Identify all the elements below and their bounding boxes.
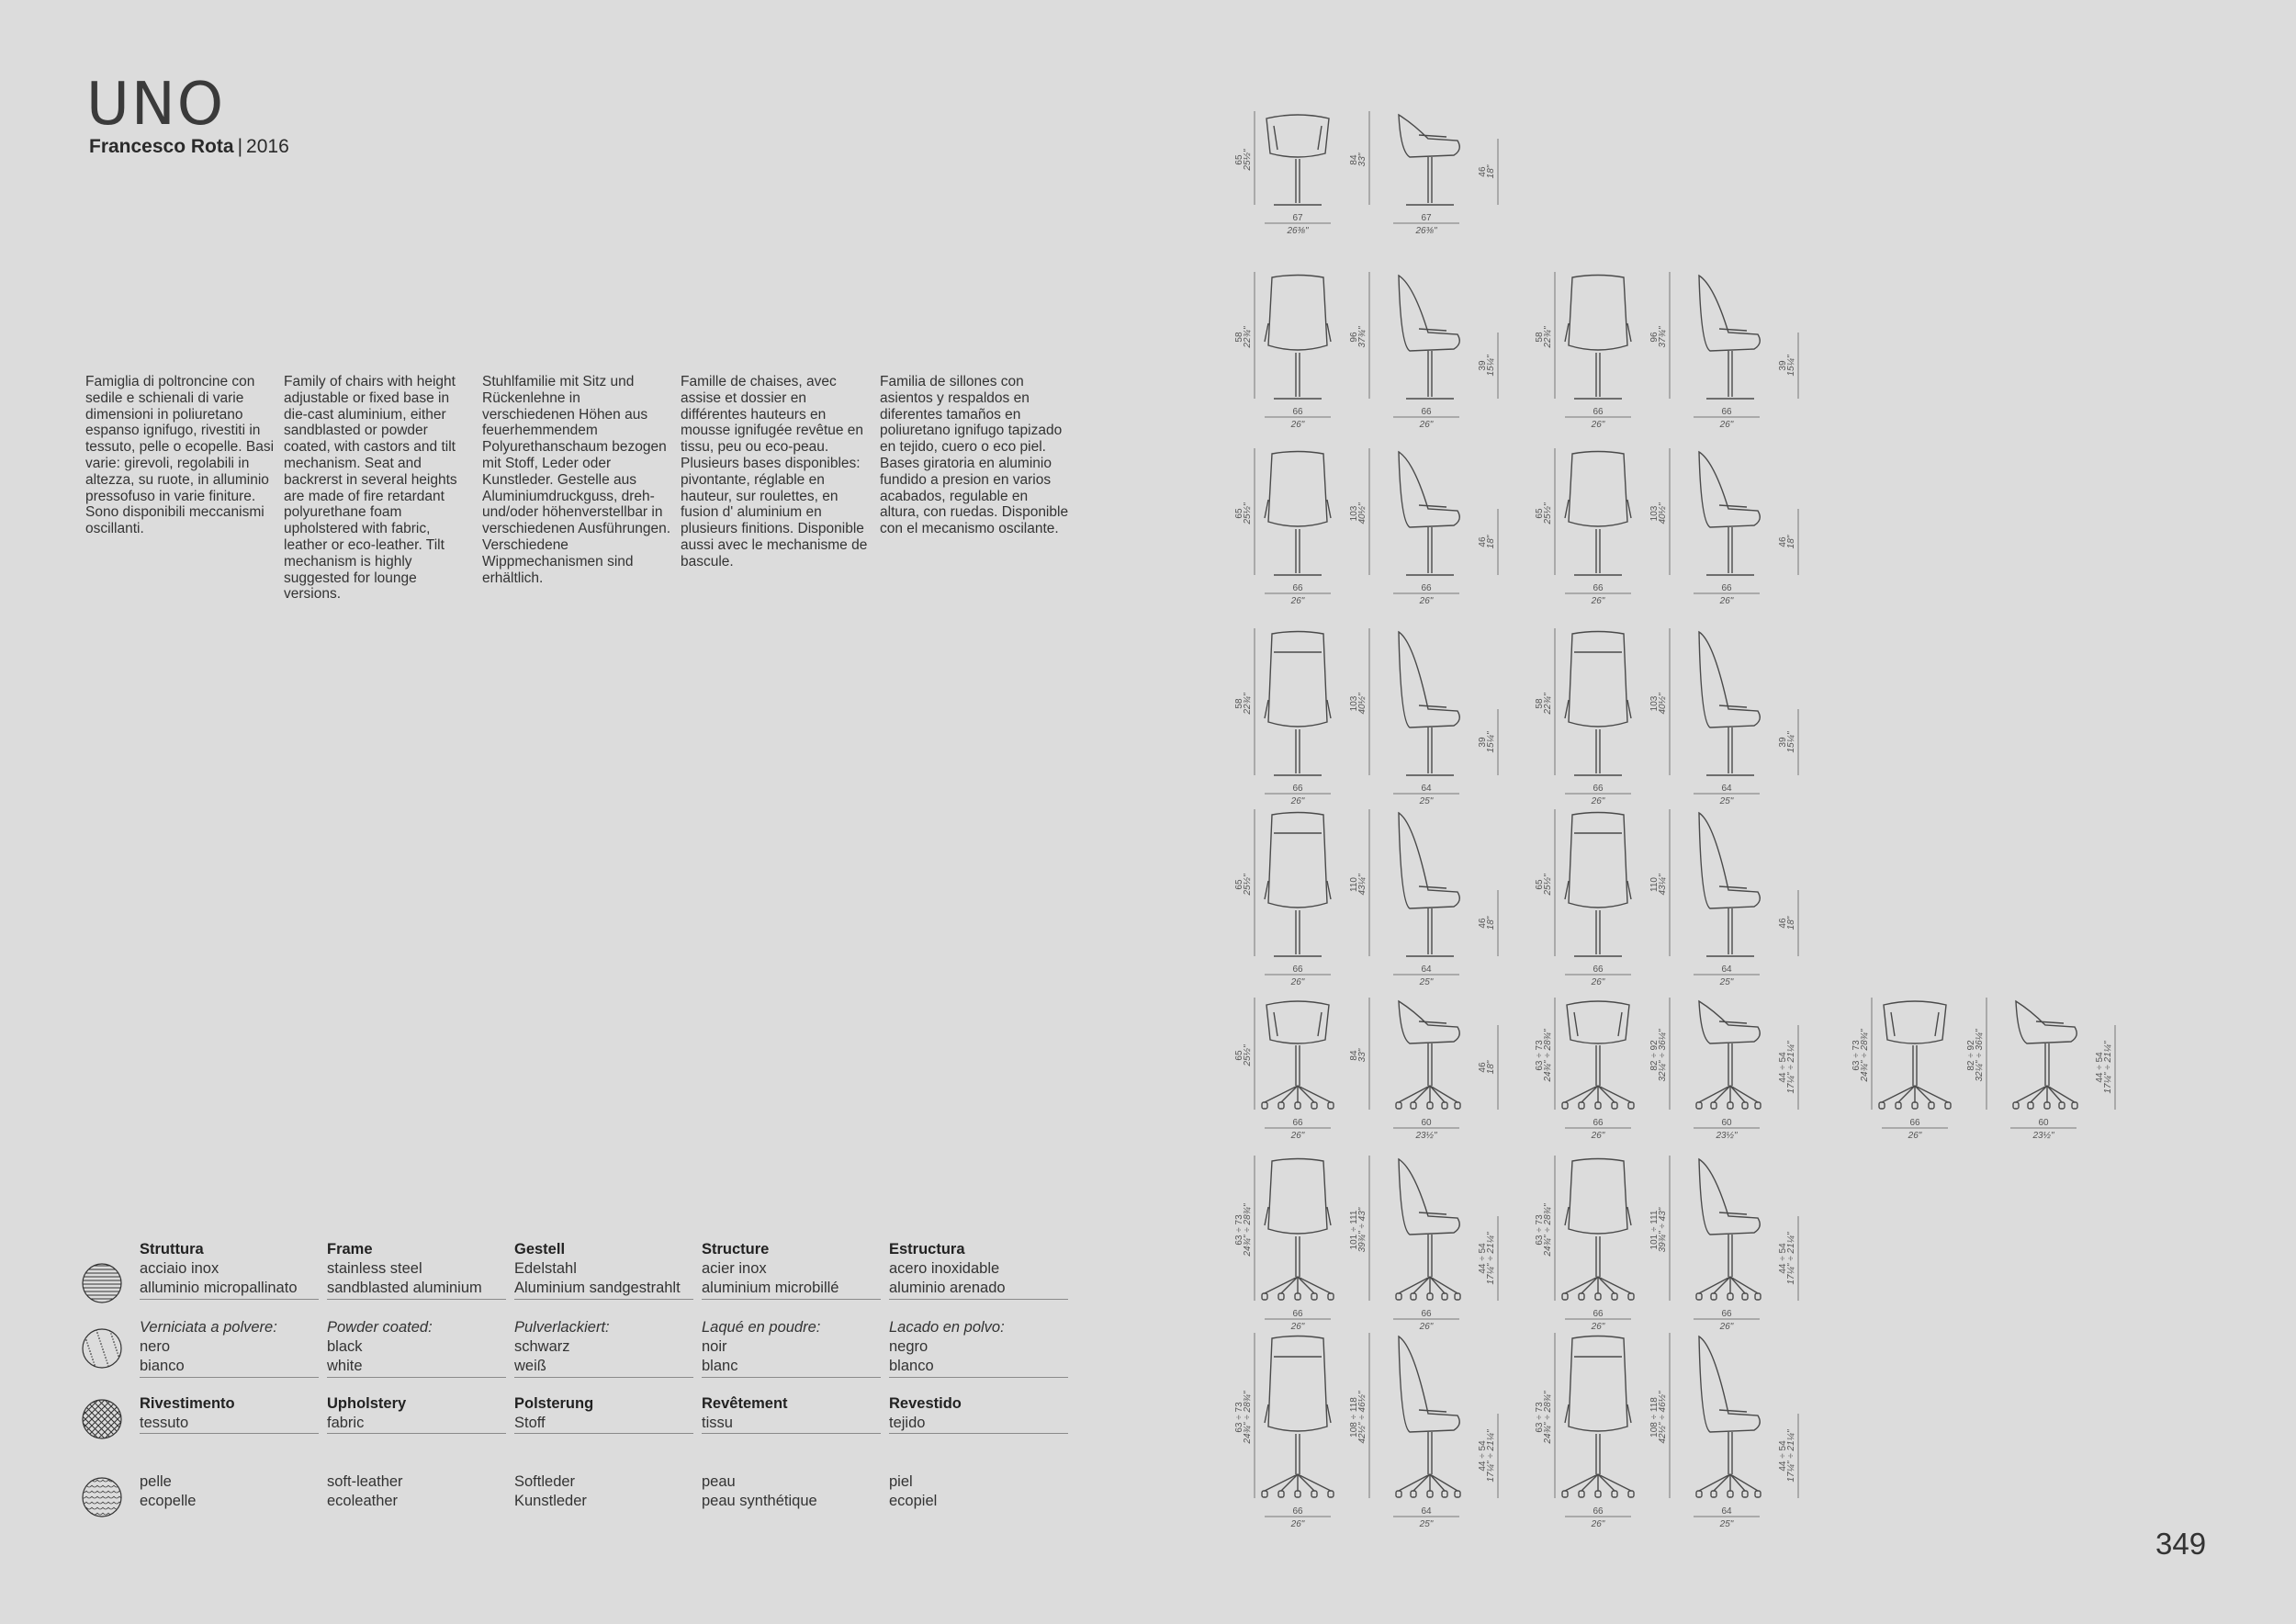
height-dimension-inch: 24¾" ÷ 28¾" [1543,1029,1553,1082]
height-dimension-inch: 40½" [1357,693,1367,715]
material-value: ecopiel [889,1493,938,1509]
height-dimension-inch: 22¾" [1543,326,1553,348]
chair-front-view [1234,809,1331,987]
description-fr: Famille de chaises, avec assise et dossier en différentes hauteurs en mousse ignifugée revêtue en tissu, peu ou eco-peau. Plusieurs bases disponibles: pivontante, réglable en hauteur, sur roulettes, en fusion d' aluminium en plusieurs finitions. Disponible aussi avec le mechanisme de bascule. [681,374,868,570]
material-heading: Frame [327,1241,373,1257]
seat-height-dimension-inch: 17¼" ÷ 21¼" [1786,1232,1796,1285]
width-dimension-inch: 26" [1591,1519,1605,1529]
material-value: tessuto [140,1415,189,1431]
height-dimension-inch: 24¾" ÷ 28¾" [1860,1029,1870,1082]
material-value: peau synthétique [702,1493,817,1509]
description-en: Family of chairs with height adjustable or fixed base in die-cast aluminium, either sandblasted or powder coated, with castors and tilt mechanism. Seat and backrerst in several heights are made of fire retardant polyurethane foam upholstered with fabric, leather or eco-leather. Tilt mechanism is highly suggested for lounge versions. [284,374,457,603]
material-value: pelle [140,1473,172,1490]
height-dimension-inch: 33" [1357,1048,1367,1063]
seat-height-dimension-inch: 17¼" ÷ 21¼" [1486,1429,1496,1483]
chair-front-view [1234,272,1331,430]
separator: | [237,136,243,157]
chair-side-view [1349,1156,1498,1332]
width-dimension: 66 [1292,964,1303,975]
height-dimension: 96 [1649,332,1660,343]
height-dimension-inch: 22¾" [1243,326,1253,348]
width-dimension-inch: 26" [1719,420,1734,430]
chair-side-view [1649,272,1798,430]
material-heading: Structure [702,1241,770,1257]
page-number: 349 [2155,1527,2207,1561]
width-dimension-inch: 26" [1591,596,1605,606]
height-dimension: 108 ÷ 118 [1649,1397,1660,1438]
width-dimension: 66 [1593,583,1604,593]
width-dimension: 66 [1593,1506,1604,1517]
width-dimension-inch: 26" [1591,977,1605,987]
width-dimension-inch: 26" [1908,1131,1922,1141]
width-dimension: 64 [1421,784,1432,794]
width-dimension: 66 [1721,1309,1732,1319]
width-dimension: 60 [1421,1118,1432,1128]
height-dimension-inch: 42½" ÷ 46½" [1658,1391,1668,1444]
width-dimension: 66 [1421,583,1432,593]
material-value: bianco [140,1358,185,1374]
height-dimension-inch: 24¾" ÷ 28¾" [1543,1391,1553,1444]
seat-height-dimension: 46 [1478,166,1488,177]
width-dimension: 66 [1292,583,1303,593]
product-title: UNO [86,71,226,139]
material-value: white [327,1358,363,1374]
material-heading: Struttura [140,1241,204,1257]
chair-side-view [1649,998,1798,1141]
material-value: blanc [702,1358,738,1374]
height-dimension: 65 [1535,508,1545,519]
height-dimension-inch: 43¼" [1357,874,1367,896]
material-value: acier inox [702,1260,767,1277]
height-dimension-inch: 39¾" ÷ 43" [1357,1207,1367,1253]
height-dimension: 63 ÷ 73 [1535,1040,1545,1071]
material-subheading: Pulverlackiert: [514,1319,610,1336]
width-dimension-inch: 26" [1591,1131,1605,1141]
height-dimension: 101 ÷ 111 [1349,1210,1359,1250]
height-dimension: 65 [1234,154,1244,165]
seat-height-dimension-inch: 18" [1486,535,1496,549]
width-dimension: 66 [1721,583,1732,593]
chair-side-view [1649,628,1798,806]
height-dimension: 96 [1349,332,1359,343]
material-value: sandblasted aluminium [327,1280,482,1296]
width-dimension: 64 [1421,1506,1432,1517]
width-dimension-inch: 25" [1719,977,1734,987]
chair-front-view [1535,628,1631,806]
height-dimension: 58 [1535,332,1545,343]
seat-height-dimension: 39 [1778,737,1788,748]
height-dimension: 63 ÷ 73 [1535,1214,1545,1246]
material-value: ecopelle [140,1493,197,1509]
material-value: noir [702,1338,727,1355]
height-dimension: 65 [1234,1050,1244,1061]
height-dimension: 63 ÷ 73 [1851,1040,1862,1071]
height-dimension-inch: 39¾" ÷ 43" [1658,1207,1668,1253]
seat-height-dimension-inch: 18" [1486,164,1496,179]
height-dimension-inch: 24¾" ÷ 28¾" [1243,1391,1253,1444]
chair-side-view [1649,1156,1798,1332]
design-year: 2016 [246,136,289,157]
seat-height-dimension: 46 [1778,536,1788,547]
chair-side-view [1349,272,1498,430]
seat-height-dimension-inch: 17¼" ÷ 21¼" [1486,1232,1496,1285]
width-dimension-inch: 26" [1419,420,1434,430]
material-value: fabric [327,1415,365,1431]
width-dimension-inch: 26" [1591,1322,1605,1332]
seat-height-dimension-inch: 17¼" ÷ 21¼" [1786,1429,1796,1483]
chair-front-view [1535,272,1631,430]
seat-height-dimension: 44 ÷ 54 [1478,1243,1488,1274]
height-dimension-inch: 40½" [1357,502,1367,524]
width-dimension: 66 [1421,407,1432,417]
width-dimension-inch: 23½" [2032,1131,2054,1141]
width-dimension: 64 [1721,1506,1732,1517]
chair-side-view [1349,998,1498,1141]
chair-side-view [1349,448,1498,606]
height-dimension: 103 [1649,505,1660,522]
height-dimension: 63 ÷ 73 [1234,1214,1244,1246]
material-subheading: Powder coated: [327,1319,433,1336]
height-dimension-inch: 25½" [1543,502,1553,524]
seat-height-dimension-inch: 15¼" [1786,731,1796,753]
material-value: weiß [514,1358,546,1374]
chair-side-view [1349,809,1498,987]
material-heading: Rivestimento [140,1395,235,1412]
width-dimension-inch: 26" [1290,420,1305,430]
seat-height-dimension-inch: 15¼" [1486,355,1496,377]
seat-height-dimension: 44 ÷ 54 [1778,1052,1788,1083]
material-value: Softleder [514,1473,576,1490]
width-dimension-inch: 26" [1290,596,1305,606]
chair-side-view [1649,809,1798,987]
height-dimension: 84 [1349,1050,1359,1061]
seat-height-dimension: 39 [1478,360,1488,371]
chair-front-view [1535,1156,1634,1332]
chair-side-view [1649,1333,1798,1529]
chair-front-view [1234,628,1331,806]
seat-height-dimension: 44 ÷ 54 [1778,1440,1788,1472]
height-dimension-inch: 25½" [1243,149,1253,171]
seat-height-dimension: 44 ÷ 54 [1478,1440,1488,1472]
seat-height-dimension: 46 [1478,918,1488,929]
width-dimension: 60 [1721,1118,1732,1128]
material-heading: Upholstery [327,1395,407,1412]
chair-front-view [1851,998,1951,1141]
seat-height-dimension-inch: 18" [1786,535,1796,549]
chair-side-view [1649,448,1798,606]
chair-front-view [1535,1333,1634,1529]
height-dimension-inch: 25½" [1243,1044,1253,1066]
width-dimension-inch: 26" [1419,1322,1434,1332]
width-dimension-inch: 26" [1290,977,1305,987]
width-dimension-inch: 25" [1419,796,1434,806]
height-dimension: 63 ÷ 73 [1234,1402,1244,1433]
width-dimension: 66 [1292,1118,1303,1128]
chair-side-view [1349,1333,1498,1529]
height-dimension: 65 [1234,508,1244,519]
width-dimension: 66 [1292,407,1303,417]
width-dimension: 66 [1292,784,1303,794]
material-value: tejido [889,1415,926,1431]
material-value: negro [889,1338,929,1355]
height-dimension: 103 [1649,695,1660,712]
material-value: stainless steel [327,1260,422,1277]
chair-side-view [1349,628,1498,806]
width-dimension-inch: 25" [1419,977,1434,987]
height-dimension: 108 ÷ 118 [1349,1397,1359,1438]
height-dimension: 110 [1649,877,1660,892]
designer-name: Francesco Rota [89,136,234,157]
material-value: acciaio inox [140,1260,219,1277]
height-dimension: 110 [1349,877,1359,892]
width-dimension-inch: 26⅜" [1415,226,1437,236]
material-value: ecoleather [327,1493,399,1509]
material-value: Kunstleder [514,1493,587,1509]
width-dimension: 64 [1721,784,1732,794]
width-dimension-inch: 23½" [1415,1131,1437,1141]
height-dimension: 103 [1349,695,1359,712]
height-dimension: 58 [1234,332,1244,343]
chair-side-view [1349,111,1498,236]
width-dimension-inch: 26" [1290,1322,1305,1332]
seat-height-dimension: 46 [1478,536,1488,547]
chair-front-view [1234,448,1331,606]
chair-front-view [1234,1156,1334,1332]
chair-front-view [1234,998,1334,1141]
height-dimension-inch: 33" [1357,152,1367,167]
width-dimension: 66 [1721,407,1732,417]
width-dimension-inch: 26" [1419,596,1434,606]
width-dimension: 66 [1292,1506,1303,1517]
height-dimension-inch: 43¼" [1658,874,1668,896]
height-dimension-inch: 24¾" ÷ 28¾" [1543,1203,1553,1257]
height-dimension: 58 [1234,698,1244,709]
seat-height-dimension: 44 ÷ 54 [2095,1052,2105,1083]
height-dimension-inch: 37¾" [1357,326,1367,348]
width-dimension-inch: 26" [1290,796,1305,806]
height-dimension-inch: 42½" ÷ 46½" [1357,1391,1367,1444]
material-value: soft-leather [327,1473,403,1490]
width-dimension: 67 [1292,213,1303,223]
width-dimension: 66 [1292,1309,1303,1319]
seat-height-dimension: 46 [1478,1062,1488,1073]
material-subheading: Laqué en poudre: [702,1319,821,1336]
material-value: tissu [702,1415,733,1431]
material-heading: Polsterung [514,1395,594,1412]
seat-height-dimension: 39 [1478,737,1488,748]
width-dimension: 64 [1721,964,1732,975]
height-dimension: 65 [1234,879,1244,890]
material-value: Edelstahl [514,1260,577,1277]
height-dimension-inch: 25½" [1543,874,1553,896]
height-dimension-inch: 25½" [1243,502,1253,524]
width-dimension-inch: 25" [1719,796,1734,806]
width-dimension: 60 [2038,1118,2049,1128]
width-dimension-inch: 26" [1290,1131,1305,1141]
seat-height-dimension: 44 ÷ 54 [1778,1243,1788,1274]
width-dimension: 66 [1593,964,1604,975]
material-value: black [327,1338,363,1355]
description-it: Famiglia di poltroncine con sedile e schienali di varie dimensioni in poliuretano espanso ignifugo, rivestiti in tessuto, pelle o ecopelle. Basi varie: girevoli, regolabili in altezza, su ruote, in alluminio pressofuso in varie finiture. Sono disponibili meccanismi oscillanti. [85,374,275,537]
seat-height-dimension-inch: 17¼" ÷ 21¼" [2103,1041,2113,1094]
material-value: piel [889,1473,913,1490]
material-subheading: Lacado en polvo: [889,1319,1005,1336]
height-dimension: 63 ÷ 73 [1535,1402,1545,1433]
width-dimension: 66 [1593,1309,1604,1319]
material-value: schwarz [514,1338,570,1355]
seat-height-dimension: 46 [1778,918,1788,929]
material-heading: Gestell [514,1241,566,1257]
material-value: alluminio micropallinato [140,1280,298,1296]
width-dimension: 66 [1593,1118,1604,1128]
description-es: Familia de sillones con asientos y respaldos en diferentes tamaños en poliuretano ignifugo tapizado en tejido, cuero o eco piel. Bases giratoria en aluminio fundido a presion en varios acabados, regulable en altura, con ruedas. Disponible con el mecanismo oscilante. [880,374,1069,537]
height-dimension: 101 ÷ 111 [1649,1210,1660,1250]
width-dimension-inch: 26" [1719,1322,1734,1332]
width-dimension: 66 [1909,1118,1920,1128]
height-dimension-inch: 24¾" ÷ 28¾" [1243,1203,1253,1257]
width-dimension-inch: 25" [1419,1519,1434,1529]
height-dimension-inch: 32¼" ÷ 36¼" [1658,1029,1668,1082]
height-dimension-inch: 22¾" [1543,693,1553,715]
material-heading: Revestido [889,1395,962,1412]
seat-height-dimension-inch: 15¼" [1786,355,1796,377]
material-heading: Estructura [889,1241,965,1257]
width-dimension: 66 [1421,1309,1432,1319]
width-dimension-inch: 26" [1290,1519,1305,1529]
height-dimension-inch: 40½" [1658,502,1668,524]
width-dimension-inch: 26⅜" [1287,226,1309,236]
chair-front-view [1234,1333,1334,1529]
height-dimension: 65 [1535,879,1545,890]
height-dimension: 103 [1349,505,1359,522]
height-dimension-inch: 32¼" ÷ 36¼" [1975,1029,1985,1082]
material-value: Stoff [514,1415,546,1431]
width-dimension-inch: 26" [1591,796,1605,806]
material-value: blanco [889,1358,934,1374]
width-dimension-inch: 26" [1719,596,1734,606]
seat-height-dimension-inch: 17¼" ÷ 21¼" [1786,1041,1796,1094]
height-dimension-inch: 37¾" [1658,326,1668,348]
seat-height-dimension: 39 [1778,360,1788,371]
chair-side-view [1966,998,2115,1141]
material-value: acero inoxidable [889,1260,1000,1277]
height-dimension-inch: 22¾" [1243,693,1253,715]
width-dimension-inch: 23½" [1716,1131,1738,1141]
height-dimension-inch: 25½" [1243,874,1253,896]
height-dimension: 84 [1349,154,1359,165]
seat-height-dimension-inch: 18" [1486,916,1496,930]
width-dimension-inch: 25" [1719,1519,1734,1529]
material-value: aluminio arenado [889,1280,1006,1296]
material-value: aluminium microbillé [702,1280,839,1296]
chair-front-view [1535,809,1631,987]
chair-front-view [1535,998,1634,1141]
height-dimension: 82 ÷ 92 [1649,1040,1660,1071]
height-dimension-inch: 40½" [1658,693,1668,715]
material-value: nero [140,1338,171,1355]
width-dimension: 66 [1593,407,1604,417]
height-dimension: 82 ÷ 92 [1966,1040,1976,1071]
material-value: Aluminium sandgestrahlt [514,1280,681,1296]
seat-height-dimension-inch: 18" [1786,916,1796,930]
width-dimension-inch: 26" [1591,420,1605,430]
description-de: Stuhlfamilie mit Sitz und Rückenlehne in verschiedenen Höhen aus feuerhemmendem Polyurethanschaum bezogen mit Stoff, Leder oder Kunstleder. Gestelle aus Aluminiumdruckguss, dreh- und/oder höhenverstellbar in verschiedenen Ausführungen. Verschiedene Wippmechanismen sind erhältlich. [482,374,671,586]
seat-height-dimension-inch: 18" [1486,1060,1496,1075]
width-dimension: 64 [1421,964,1432,975]
chair-front-view [1535,448,1631,606]
width-dimension: 67 [1421,213,1432,223]
width-dimension: 66 [1593,784,1604,794]
material-subheading: Verniciata a polvere: [140,1319,277,1336]
material-heading: Revêtement [702,1395,788,1412]
height-dimension: 58 [1535,698,1545,709]
seat-height-dimension-inch: 15¼" [1486,731,1496,753]
chair-front-view [1234,111,1331,236]
material-value: peau [702,1473,736,1490]
